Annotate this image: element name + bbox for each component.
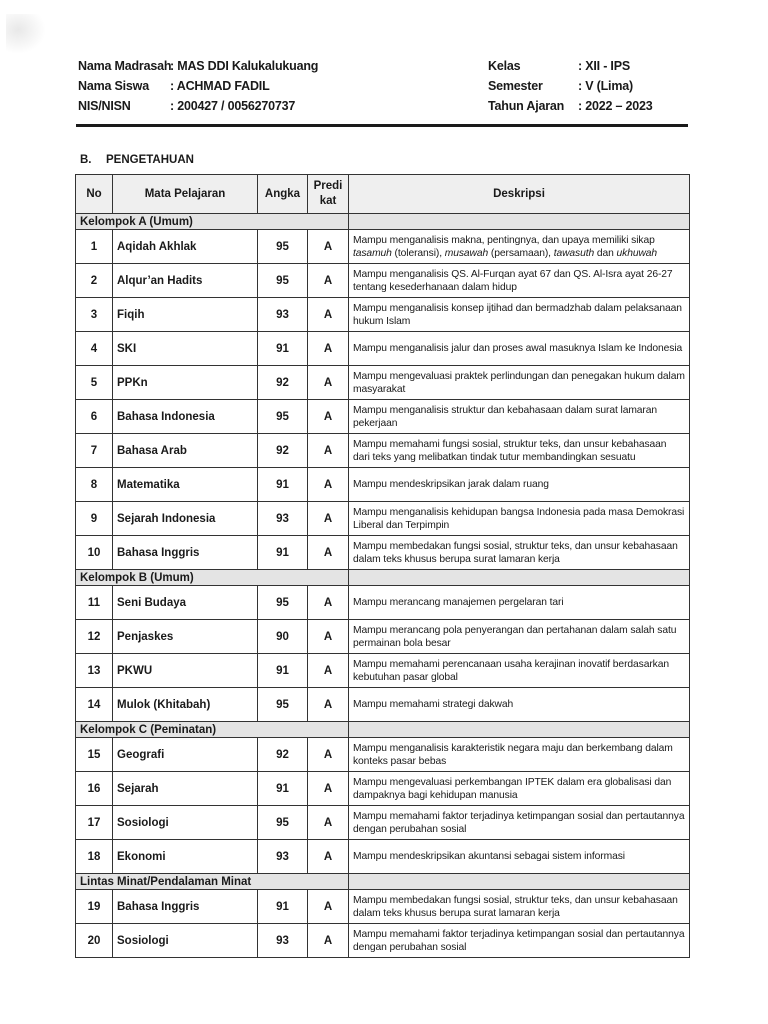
grade-value: A bbox=[308, 840, 349, 874]
row-number: 20 bbox=[76, 924, 113, 958]
section-number: B. bbox=[80, 154, 92, 166]
row-number: 4 bbox=[76, 332, 113, 366]
table-row bbox=[76, 772, 690, 806]
subject-name: Alqur’an Hadits bbox=[113, 264, 258, 298]
academic-year-value: : 2022 – 2023 bbox=[578, 99, 653, 113]
grade-value: A bbox=[308, 298, 349, 332]
score-value: 91 bbox=[258, 468, 308, 502]
semester-value: : V (Lima) bbox=[578, 79, 633, 93]
score-value: 91 bbox=[258, 890, 308, 924]
description-text: Mampu mengevaluasi perkembangan IPTEK dalam era globalisasi dan dampaknya bagi kehidupan manusia bbox=[349, 772, 690, 806]
table-row bbox=[76, 332, 690, 366]
subject-name: PKWU bbox=[113, 654, 258, 688]
score-value: 93 bbox=[258, 298, 308, 332]
grade-value: A bbox=[308, 806, 349, 840]
subject-name: Ekonomi bbox=[113, 840, 258, 874]
group-description-cell bbox=[349, 214, 690, 230]
student-id-label: NIS/NISN bbox=[78, 99, 131, 113]
table-row bbox=[76, 586, 690, 620]
row-number: 3 bbox=[76, 298, 113, 332]
subject-name: Seni Budaya bbox=[113, 586, 258, 620]
table-header-row bbox=[76, 175, 690, 214]
score-value: 95 bbox=[258, 230, 308, 264]
grade-value: A bbox=[308, 502, 349, 536]
grade-value: A bbox=[308, 434, 349, 468]
group-row bbox=[76, 214, 690, 230]
subject-name: Penjaskes bbox=[113, 620, 258, 654]
grade-value: A bbox=[308, 586, 349, 620]
school-name-label: Nama Madrasah bbox=[78, 59, 172, 73]
row-number: 14 bbox=[76, 688, 113, 722]
subject-name: SKI bbox=[113, 332, 258, 366]
group-description-cell bbox=[349, 722, 690, 738]
subject-name: Matematika bbox=[113, 468, 258, 502]
score-value: 95 bbox=[258, 688, 308, 722]
description-text: Mampu menganalisis kehidupan bangsa Indonesia pada masa Demokrasi Liberal dan Terpimpin bbox=[349, 502, 690, 536]
subject-name: Mulok (Khitabah) bbox=[113, 688, 258, 722]
description-text: Mampu memahami strategi dakwah bbox=[349, 688, 690, 722]
subject-name: Bahasa Indonesia bbox=[113, 400, 258, 434]
class-value: : XII - IPS bbox=[578, 59, 630, 73]
table-row bbox=[76, 468, 690, 502]
row-number: 15 bbox=[76, 738, 113, 772]
grade-value: A bbox=[308, 688, 349, 722]
row-number: 11 bbox=[76, 586, 113, 620]
table-row bbox=[76, 924, 690, 958]
subject-name: Bahasa Arab bbox=[113, 434, 258, 468]
group-title: Kelompok B (Umum) bbox=[76, 570, 349, 586]
score-value: 92 bbox=[258, 366, 308, 400]
description-text: Mampu mendeskripsikan akuntansi sebagai sistem informasi bbox=[349, 840, 690, 874]
grade-value: A bbox=[308, 264, 349, 298]
row-number: 7 bbox=[76, 434, 113, 468]
header-subject: Mata Pelajaran bbox=[113, 175, 258, 214]
semester-label: Semester bbox=[488, 79, 543, 93]
section-name: PENGETAHUAN bbox=[106, 154, 194, 166]
table-row bbox=[76, 502, 690, 536]
description-text: Mampu memahami faktor terjadinya ketimpangan sosial dan pertautannya dengan perubahan sosial bbox=[349, 924, 690, 958]
row-number: 16 bbox=[76, 772, 113, 806]
score-value: 93 bbox=[258, 840, 308, 874]
section-title bbox=[80, 154, 194, 166]
group-row bbox=[76, 722, 690, 738]
table-row bbox=[76, 688, 690, 722]
grades-table bbox=[75, 174, 690, 958]
row-number: 9 bbox=[76, 502, 113, 536]
header-grade: Predi kat bbox=[308, 175, 349, 214]
description-text: Mampu mengevaluasi praktek perlindungan dan penegakan hukum dalam masyarakat bbox=[349, 366, 690, 400]
group-title: Kelompok C (Peminatan) bbox=[76, 722, 349, 738]
score-value: 91 bbox=[258, 536, 308, 570]
table-row bbox=[76, 620, 690, 654]
grade-value: A bbox=[308, 230, 349, 264]
grade-value: A bbox=[308, 620, 349, 654]
table-row bbox=[76, 264, 690, 298]
group-title: Kelompok A (Umum) bbox=[76, 214, 349, 230]
header-right-column bbox=[488, 56, 653, 116]
description-text: Mampu merancang manajemen pergelaran tari bbox=[349, 586, 690, 620]
row-number: 1 bbox=[76, 230, 113, 264]
header-divider bbox=[76, 124, 688, 127]
score-value: 92 bbox=[258, 434, 308, 468]
table-row bbox=[76, 840, 690, 874]
row-number: 5 bbox=[76, 366, 113, 400]
subject-name: Sosiologi bbox=[113, 924, 258, 958]
subject-name: Fiqih bbox=[113, 298, 258, 332]
group-description-cell bbox=[349, 570, 690, 586]
row-number: 8 bbox=[76, 468, 113, 502]
score-value: 92 bbox=[258, 738, 308, 772]
subject-name: Sosiologi bbox=[113, 806, 258, 840]
description-text: Mampu menganalisis struktur dan kebahasaan dalam surat lamaran pekerjaan bbox=[349, 400, 690, 434]
row-number: 17 bbox=[76, 806, 113, 840]
subject-name: PPKn bbox=[113, 366, 258, 400]
subject-name: Sejarah bbox=[113, 772, 258, 806]
student-id-row bbox=[78, 96, 318, 116]
header-score: Angka bbox=[258, 175, 308, 214]
academic-year-row bbox=[488, 96, 653, 116]
score-value: 95 bbox=[258, 806, 308, 840]
grades-body bbox=[76, 214, 690, 958]
score-value: 95 bbox=[258, 264, 308, 298]
description-text: Mampu memahami fungsi sosial, struktur teks, dan unsur kebahasaan dari teks yang melibatkan tindak tutur membandingkan sesuatu bbox=[349, 434, 690, 468]
grade-value: A bbox=[308, 366, 349, 400]
table-row bbox=[76, 654, 690, 688]
description-text: Mampu membedakan fungsi sosial, struktur teks, dan unsur kebahasaan dalam teks khusus berupa surat lamaran kerja bbox=[349, 890, 690, 924]
description-text: Mampu merancang pola penyerangan dan pertahanan dalam salah satu permainan bola besar bbox=[349, 620, 690, 654]
student-id-value: : 200427 / 0056270737 bbox=[170, 99, 296, 113]
row-number: 18 bbox=[76, 840, 113, 874]
row-number: 10 bbox=[76, 536, 113, 570]
group-description-cell bbox=[349, 874, 690, 890]
table-row bbox=[76, 366, 690, 400]
grade-value: A bbox=[308, 772, 349, 806]
score-value: 93 bbox=[258, 502, 308, 536]
semester-row bbox=[488, 76, 653, 96]
table-row bbox=[76, 890, 690, 924]
row-number: 12 bbox=[76, 620, 113, 654]
grade-value: A bbox=[308, 468, 349, 502]
description-text: Mampu menganalisis karakteristik negara maju dan berkembang dalam konteks pasar bebas bbox=[349, 738, 690, 772]
grade-value: A bbox=[308, 890, 349, 924]
table-row bbox=[76, 230, 690, 264]
academic-year-label: Tahun Ajaran bbox=[488, 99, 565, 113]
group-row bbox=[76, 874, 690, 890]
row-number: 6 bbox=[76, 400, 113, 434]
header-description: Deskripsi bbox=[349, 175, 690, 214]
description-text: Mampu menganalisis QS. Al-Furqan ayat 67 dan QS. Al-Isra ayat 26-27 tentang kesederhanaan dalam hidup bbox=[349, 264, 690, 298]
group-title: Lintas Minat/Pendalaman Minat bbox=[76, 874, 349, 890]
student-name-label: Nama Siswa bbox=[78, 79, 149, 93]
description-text: Mampu memahami faktor terjadinya ketimpangan sosial dan pertautannya dengan perubahan sosial bbox=[349, 806, 690, 840]
header-left-column bbox=[78, 56, 318, 116]
score-value: 93 bbox=[258, 924, 308, 958]
school-name-value: : MAS DDI Kalukalukuang bbox=[170, 59, 319, 73]
subject-name: Sejarah Indonesia bbox=[113, 502, 258, 536]
grade-value: A bbox=[308, 924, 349, 958]
subject-name: Bahasa Inggris bbox=[113, 536, 258, 570]
score-value: 91 bbox=[258, 332, 308, 366]
row-number: 13 bbox=[76, 654, 113, 688]
student-name-value: : ACHMAD FADIL bbox=[170, 79, 270, 93]
score-value: 91 bbox=[258, 772, 308, 806]
description-text: Mampu menganalisis konsep ijtihad dan bermadzhab dalam pelaksanaan hukum Islam bbox=[349, 298, 690, 332]
score-value: 95 bbox=[258, 586, 308, 620]
grade-value: A bbox=[308, 654, 349, 688]
class-label: Kelas bbox=[488, 59, 521, 73]
table-row bbox=[76, 298, 690, 332]
class-row bbox=[488, 56, 653, 76]
grade-value: A bbox=[308, 738, 349, 772]
score-value: 91 bbox=[258, 654, 308, 688]
grade-value: A bbox=[308, 400, 349, 434]
group-row bbox=[76, 570, 690, 586]
description-text: Mampu menganalisis makna, pentingnya, dan upaya memiliki sikap tasamuh (toleransi), musawah (persamaan), tawasuth dan ukhuwah bbox=[349, 230, 690, 264]
table-row bbox=[76, 400, 690, 434]
table-row bbox=[76, 738, 690, 772]
table-row bbox=[76, 806, 690, 840]
student-name-row bbox=[78, 76, 318, 96]
row-number: 19 bbox=[76, 890, 113, 924]
grade-value: A bbox=[308, 332, 349, 366]
school-name-row bbox=[78, 56, 318, 76]
description-text: Mampu menganalisis jalur dan proses awal masuknya Islam ke Indonesia bbox=[349, 332, 690, 366]
description-text: Mampu memahami perencanaan usaha kerajinan inovatif berdasarkan kebutuhan pasar global bbox=[349, 654, 690, 688]
description-text: Mampu membedakan fungsi sosial, struktur teks, dan unsur kebahasaan dalam teks khusus berupa surat lamaran kerja bbox=[349, 536, 690, 570]
scan-smudge bbox=[6, 14, 46, 54]
subject-name: Aqidah Akhlak bbox=[113, 230, 258, 264]
score-value: 95 bbox=[258, 400, 308, 434]
row-number: 2 bbox=[76, 264, 113, 298]
description-text: Mampu mendeskripsikan jarak dalam ruang bbox=[349, 468, 690, 502]
subject-name: Geografi bbox=[113, 738, 258, 772]
subject-name: Bahasa Inggris bbox=[113, 890, 258, 924]
grade-value: A bbox=[308, 536, 349, 570]
score-value: 90 bbox=[258, 620, 308, 654]
header-no: No bbox=[76, 175, 113, 214]
table-row bbox=[76, 434, 690, 468]
table-row bbox=[76, 536, 690, 570]
